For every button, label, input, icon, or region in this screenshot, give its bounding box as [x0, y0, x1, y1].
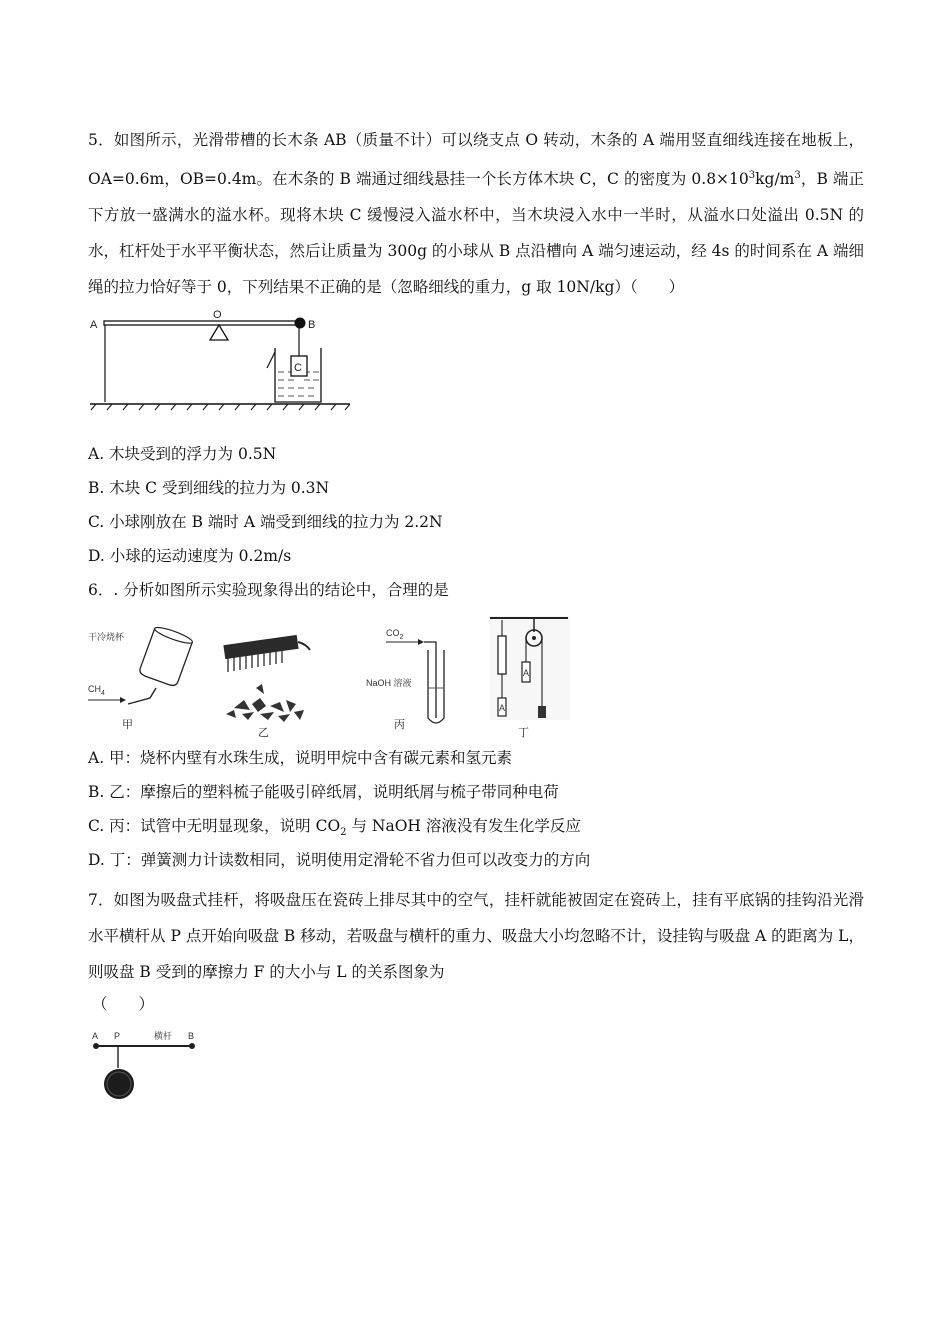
q7-suction-cup-a [93, 1043, 99, 1049]
q6-yi-paper-bits [226, 684, 304, 722]
q6-option-b: B. 乙：摩擦后的塑料梳子能吸引碎纸屑，说明纸屑与梳子带同种电荷 [88, 783, 559, 801]
q7-label-b: B [188, 1031, 195, 1041]
q6-panel-yi [223, 635, 310, 738]
q6-ding-scale-right [538, 706, 546, 718]
q6-option-d: D. 丁：弹簧测力计读数相同，说明使用定滑轮不省力但可以改变力的方向 [88, 851, 591, 869]
q6-jia-beaker [138, 625, 193, 688]
q6-experiments-figure [84, 614, 574, 738]
q5-spout [267, 352, 275, 368]
q5-lever-figure [88, 306, 358, 414]
q7-label-p: P [114, 1031, 121, 1041]
q5-option-b: B. 木块 C 受到细线的拉力为 0.3N [88, 479, 330, 497]
q6-jia-gas: $CH_4$ [88, 684, 105, 697]
q6-panel-bing [366, 628, 444, 731]
q7-rod-figure [88, 1028, 208, 1108]
svg-text:A: A [499, 703, 506, 713]
q6-yi-comb [223, 635, 298, 659]
q6-bing-delivery-tube [424, 642, 436, 718]
q7-answer-bracket: （ ） [92, 995, 155, 1013]
q5-fulcrum [210, 325, 228, 340]
q5-option-d: D. 小球的运动速度为 0.2m/s [88, 547, 292, 565]
q6-panel-ding [490, 616, 570, 738]
q7-pan [104, 1069, 134, 1099]
q6-yi-caption: 乙 [258, 727, 269, 738]
q6-panel-jia [88, 625, 194, 731]
q6-ding-scale-left [498, 636, 506, 674]
q5-floor-hatch [91, 404, 350, 410]
q5-label-b: B [308, 319, 316, 331]
q6-bing-solution: NaOH 溶液 [366, 678, 412, 688]
q6-ding-caption: 丁 [518, 727, 529, 738]
q5-lever-bar [104, 321, 300, 325]
q5-stem: 5．如图所示，光滑带槽的长木条 AB（质量不计）可以绕支点 O 转动，木条的 A 端用竖直细线连接在地板上，OA=0.6m，OB=0.4m。在木条的 B 端通过细线悬挂一个长方体木块 C，C 的密度为 $0.8\times 10^3kg/m^3$，B 端正下方放一盛满水的溢水杯。现将木块 C 缓慢浸入溢水杯中，当木块浸入水中一半时，从溢水口处溢出 0.5N 的水，杠杆处于水平平衡状态，然后让质量为 300g 的小球从 B 点沿槽向 A 端匀速运动，经 4s 的时间系在 A 端细绳的拉力恰好等于 0，下列结果不正确的是（忽略细线的重力，g 取 10N/kg）（ ） [88, 131, 864, 297]
q5-label-c: C [294, 362, 302, 374]
q7-suction-cup-b [189, 1043, 195, 1049]
q5-option-a: A. 木块受到的浮力为 0.5N [88, 445, 277, 463]
q6-option-c: C. 丙：试管中无明显现象，说明 $CO_2$ 与 NaOH 溶液没有发生化学反应 [88, 817, 581, 839]
q7-label-a: A [92, 1031, 99, 1041]
q5-label-o: O [213, 309, 222, 321]
q5-ball [295, 318, 306, 329]
q6-option-a: A. 甲：烧杯内壁有水珠生成，说明甲烷中含有碳元素和氢元素 [88, 749, 513, 767]
svg-text:A: A [523, 668, 530, 678]
q5-option-c: C. 小球刚放在 B 端时 A 端受到细线的拉力为 2.2N [88, 513, 443, 531]
q7-stem: 7．如图为吸盘式挂杆，将吸盘压在瓷砖上排尽其中的空气，挂杆就能被固定在瓷砖上，挂有平底锅的挂钩沿光滑水平横杆从 P 点开始向吸盘 B 移动，若吸盘与横杆的重力、吸盘大小均忽略不计，设挂钩与吸盘 A 的距离为 L，则吸盘 B 受到的摩擦力 F 的大小与 L 的关系图象为 [88, 891, 864, 981]
q7-label-rod: 横杆 [154, 1031, 173, 1041]
q6-jia-tube [128, 688, 156, 704]
q5-label-a: A [90, 319, 98, 331]
q6-jia-caption: 甲 [122, 719, 133, 731]
q6-bing-caption: 丙 [394, 719, 405, 731]
q6-bing-gas: $CO_2$ [386, 628, 404, 641]
q6-stem: 6．. 分析如图所示实验现象得出的结论中，合理的是 [88, 581, 449, 599]
q6-jia-beaker-label: 干冷烧杯 [88, 632, 125, 642]
